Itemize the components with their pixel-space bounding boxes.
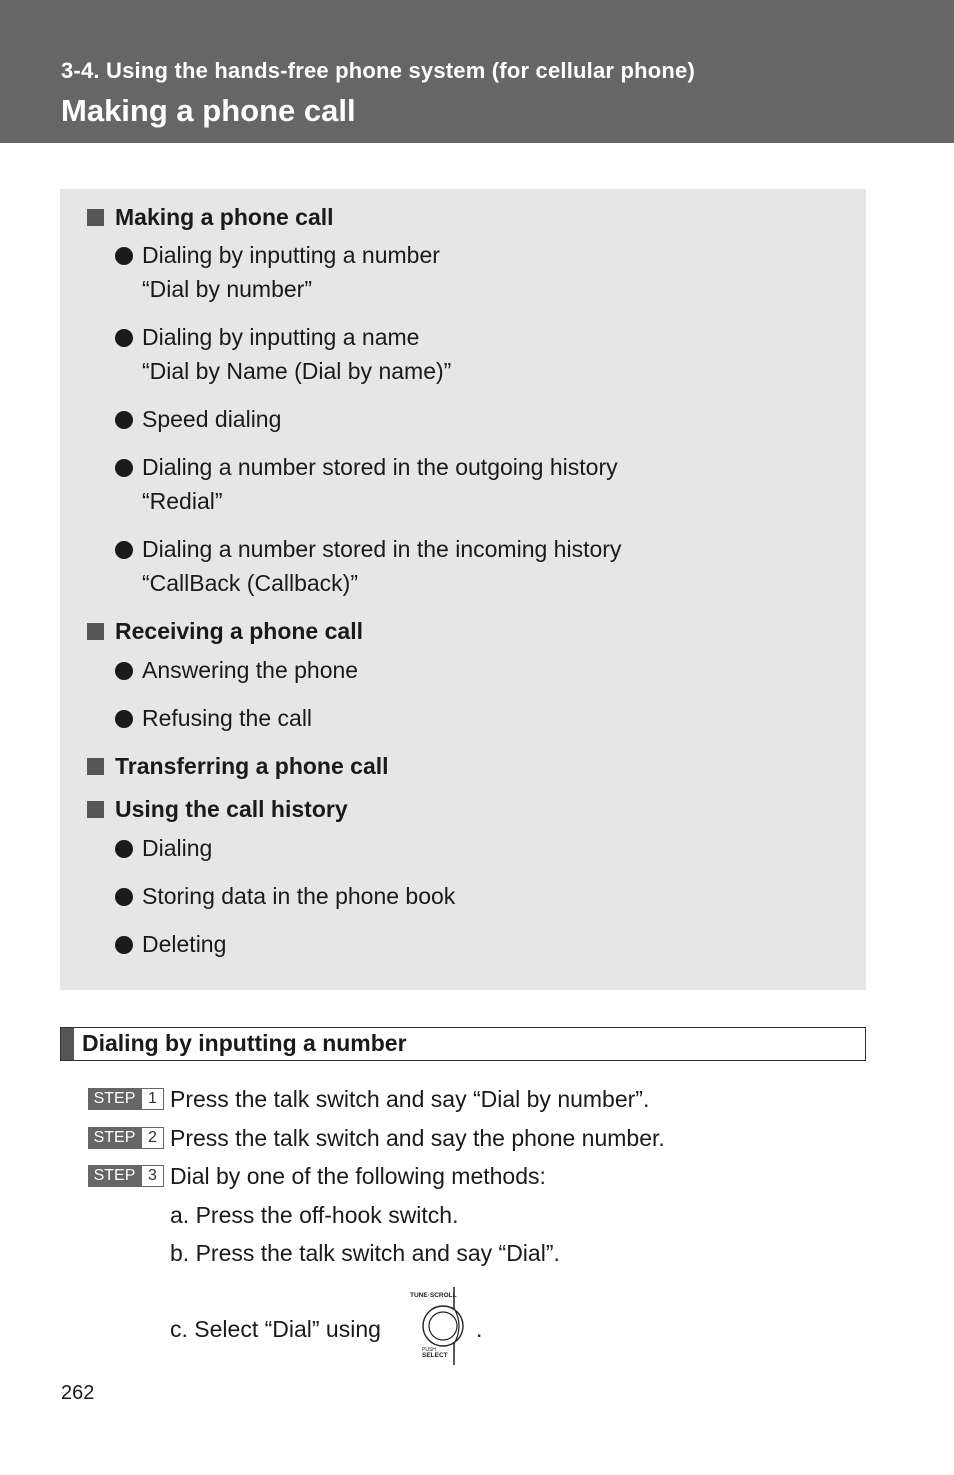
summary-item: Refusing the call [115,704,312,732]
circle-bullet-icon [115,662,133,680]
step-text: Press the talk switch and say “Dial by number”. [170,1086,650,1112]
method-item: a. Press the off-hook switch. [170,1202,459,1228]
step-number: 1 [141,1088,164,1110]
page-title: Making a phone call [61,93,356,128]
summary-item: Dialing a number stored in the incoming history [115,535,621,563]
summary-item: Deleting [115,930,226,958]
summary-heading: Making a phone call [87,203,334,231]
summary-item-sub: “Dial by number” [142,276,312,302]
step-text: Dial by one of the following methods: [170,1163,546,1189]
summary-item-sub: “CallBack (Callback)” [142,570,358,596]
summary-item: Speed dialing [115,405,281,433]
tune-scroll-knob-icon [408,1287,470,1365]
circle-bullet-icon [115,936,133,954]
summary-item-sub: “Dial by Name (Dial by name)” [142,358,452,384]
step-badge [88,1127,164,1149]
square-bullet-icon [87,209,104,226]
method-item: c. Select “Dial” using [170,1316,381,1342]
summary-item: Storing data in the phone book [115,882,455,910]
step-tag: STEP [88,1127,141,1149]
summary-item: Dialing a number stored in the outgoing history [115,453,618,481]
knob-bottom-label-1: PUSH [422,1347,436,1353]
summary-heading: Transferring a phone call [87,752,389,780]
step-tag: STEP [88,1165,141,1187]
step-number: 3 [141,1165,164,1187]
summary-item: Dialing [115,834,212,862]
circle-bullet-icon [115,411,133,429]
summary-item: Dialing by inputting a number [115,241,440,269]
step-badge [88,1165,164,1187]
knob-top-label: TUNE·SCROLL [410,1292,457,1299]
circle-bullet-icon [115,459,133,477]
circle-bullet-icon [115,541,133,559]
summary-item: Dialing by inputting a name [115,323,419,351]
summary-item-sub: “Redial” [142,488,223,514]
circle-bullet-icon [115,247,133,265]
method-period: . [476,1316,483,1342]
subsection-heading [60,1027,866,1061]
summary-item: Answering the phone [115,656,358,684]
step-badge [88,1088,164,1110]
step-text: Press the talk switch and say the phone number. [170,1125,665,1151]
method-item: b. Press the talk switch and say “Dial”. [170,1240,560,1266]
page-number: 262 [61,1382,95,1404]
subsection-title: Dialing by inputting a number [82,1030,407,1056]
section-label: 3-4. Using the hands-free phone system (for cellular phone) [61,58,696,83]
square-bullet-icon [87,801,104,818]
square-bullet-icon [87,623,104,640]
knob-bottom-label-2: SELECT [422,1352,448,1359]
summary-heading: Using the call history [87,795,348,823]
step-tag: STEP [88,1088,141,1110]
circle-bullet-icon [115,840,133,858]
circle-bullet-icon [115,710,133,728]
circle-bullet-icon [115,888,133,906]
circle-bullet-icon [115,329,133,347]
square-bullet-icon [87,758,104,775]
heading-accent-bar [61,1028,74,1060]
page-header [0,0,954,143]
step-number: 2 [141,1127,164,1149]
summary-heading: Receiving a phone call [87,617,363,645]
